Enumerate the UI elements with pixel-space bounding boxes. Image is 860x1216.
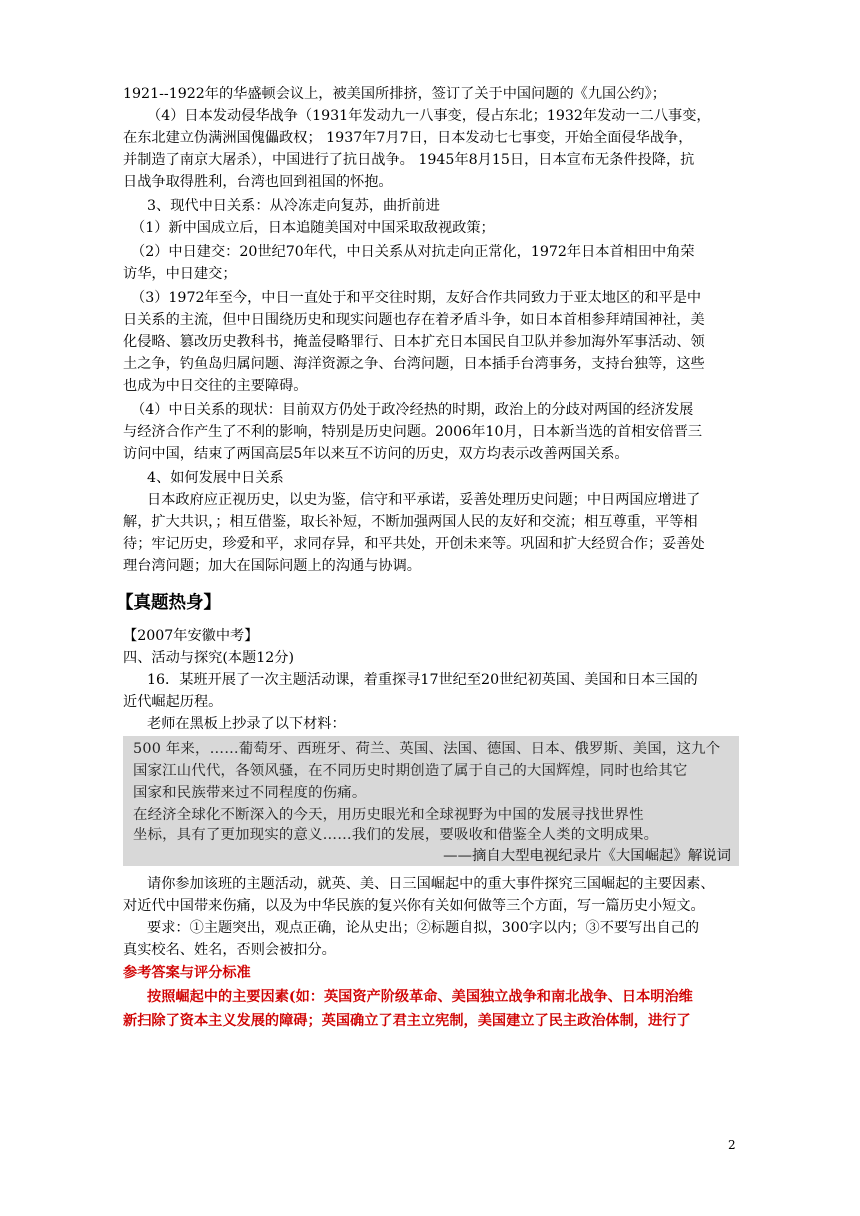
text-line: （4）中日关系的现状：目前双方仍处于政冷经热的时期，政治上的分歧对两国的经济发展 [131, 402, 694, 418]
requirement-text: 要求：①主题突出，观点正确，论从史出；②标题自拟，300字以内；③不要写出自己的 [147, 920, 700, 936]
text-line: 土之争，钓鱼岛归属问题、海洋资源之争、台湾问题，日本插手台湾事务，支持台独等，这些 [123, 356, 705, 372]
quote-line: 坐标，具有了更加现实的意义……我们的发展，要吸收和借鉴全人类的文明成果。 [133, 827, 659, 843]
text-line: 也成为中日交往的主要障碍。 [123, 378, 308, 394]
question-text: 老师在黑板上抄录了以下材料： [147, 716, 346, 732]
text-line: （4）日本发动侵华战争（1931年发动九一八事变，侵占东北；1932年发动一二八事变， [147, 108, 711, 124]
question-text: 16．某班开展了一次主题活动课，着重探寻17世纪至20世纪初英国、美国和日本三国的 [147, 672, 698, 688]
text-line: 访华，中日建交； [123, 266, 237, 282]
text-line: 与经济合作产生了不利的影响，特别是历史问题。2006年10月，日本新当选的首相安倍晋三 [123, 424, 703, 440]
task-text: 对近代中国带来伤痛，以及为中华民族的复兴你有关如何做等三个方面，写一篇历史小短文。 [123, 898, 705, 914]
text-line: 待；牢记历史，珍爱和平，求同存异，和平共处，开创未来等。巩固和扩大经贸合作；妥善处 [123, 536, 705, 552]
quote-line: 国家江山代代，各领风骚，在不同历史时期创造了属于自己的大国辉煌，同时也给其它 [133, 763, 688, 779]
requirement-text: 真实校名、姓名，否则会被扣分。 [123, 942, 336, 958]
text-line: 访问中国，结束了两国高层5年以来互不访问的历史，双方均表示改善两国关系。 [123, 446, 629, 462]
answer-text: 新扫除了资本主义发展的障碍；英国确立了君主立宪制，美国建立了民主政治体制，进行了 [123, 1013, 691, 1029]
quote-source: ——摘自大型电视纪录片《大国崛起》解说词 [443, 848, 731, 864]
subheading: 4、如何发展中日关系 [147, 470, 284, 486]
answer-text: 按照崛起中的主要因素(如：英国资产阶级革命、美国独立战争和南北战争、日本明治维 [147, 989, 693, 1005]
question-text: 近代崛起历程。 [123, 694, 223, 710]
text-line: 日关系的主流，但中日围绕历史和现实问题也存在着矛盾斗争，如日本首相参拜靖国神社，美 [123, 312, 705, 328]
quote-line: 在经济全球化不断深入的今天，用历史眼光和全球视野为中国的发展寻找世界性 [133, 807, 644, 823]
text-line: 日战争取得胜利，台湾也回到祖国的怀抱。 [123, 174, 393, 190]
text-line: 并制造了南京大屠杀），中国进行了抗日战争。 1945年8月15日，日本宣布无条件投降，抗 [123, 152, 695, 168]
text-line: （3）1972年至今，中日一直处于和平交往时期，友好合作共同致力于亚太地区的和平是中 [131, 290, 702, 306]
text-line: 理台湾问题；加大在国际问题上的沟通与协调。 [123, 558, 421, 574]
text-line: 在东北建立伪满洲国傀儡政权； 1937年7月7日，日本发动七七事变，开始全面侵华战争， [123, 130, 693, 146]
task-text: 请你参加该班的主题活动，就英、美、日三国崛起中的重大事件探究三国崛起的主要因素、 [147, 876, 715, 892]
section-heading: 【真题热身】 [116, 593, 221, 613]
subheading: 3、现代中日关系：从冷冻走向复苏，曲折前进 [147, 198, 440, 214]
quote-line: 500 年来，……葡萄牙、西班牙、荷兰、英国、法国、德国、日本、俄罗斯、美国，这九个 [133, 741, 721, 757]
question-section: 四、活动与探究(本题12分) [123, 650, 294, 666]
page-number: 2 [728, 1138, 736, 1152]
exam-source: 【2007年安徽中考】 [123, 628, 259, 644]
quote-line: 国家和民族带来过不同程度的伤痛。 [133, 785, 367, 801]
text-line: 解，扩大共识，；相互借鉴，取长补短，不断加强两国人民的友好和交流；相互尊重，平等相 [123, 514, 698, 530]
text-line: （1）新中国成立后，日本追随美国对中国采取敌视政策； [131, 220, 495, 236]
text-line: 化侵略、篡改历史教科书，掩盖侵略罪行、日本扩充日本国民自卫队并参加海外军事活动、领 [123, 334, 705, 350]
answer-heading: 参考答案与评分标准 [123, 965, 251, 981]
quote-image [123, 736, 739, 866]
text-line: （2）中日建交：20世纪70年代，中日关系从对抗走向正常化，1972年日本首相田中角荣 [131, 244, 695, 260]
text-line: 日本政府应正视历史，以史为鉴，信守和平承诺，妥善处理历史问题；中日两国应增进了 [147, 492, 701, 508]
text-line: 1921--1922年的华盛顿会议上，被美国所排挤，签订了关于中国问题的《九国公约》； [123, 86, 666, 102]
